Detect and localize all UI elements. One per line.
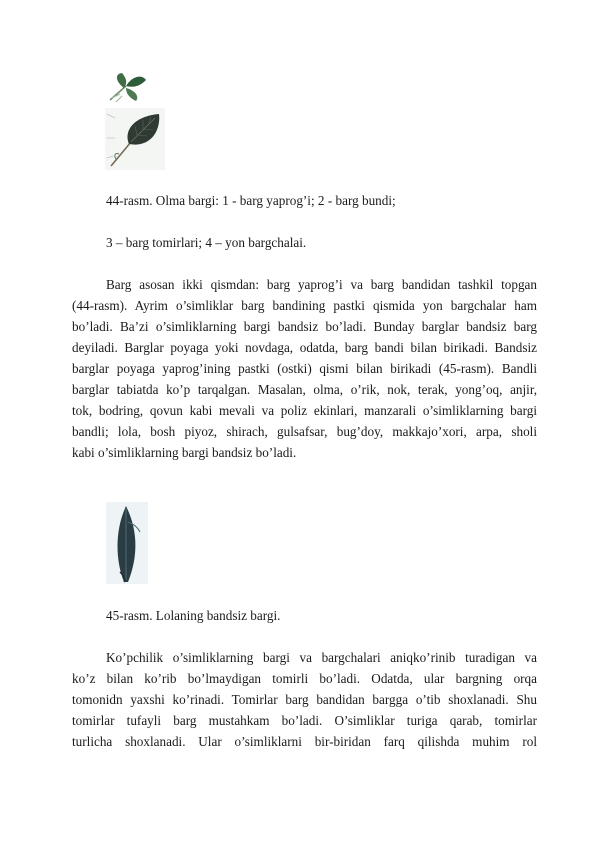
- figure-44-caption-line-1: 44-rasm. Olma bargi: 1 - barg yaprog’i; 2 - barg bundi;: [106, 193, 396, 208]
- paragraph-1-line: (44-rasm). Ayrim o’simliklar barg bandining pastki qismida yon bargchalar ham: [72, 298, 537, 313]
- paragraph-1-line: Barg asosan ikki qismdan: barg yaprog’i va barg bandidan tashkil topgan: [106, 277, 537, 292]
- paragraph-2-line: tomirlar tufayli barg mustahkam bo’ladi. O’simliklar turiga qarab, tomirlar: [72, 713, 537, 728]
- paragraph-1-line: barglar poyaga yaprog’ining pastki (ostki) qismi bilan birikadi (45-rasm). Bandli: [72, 361, 537, 376]
- paragraph-1-line: bo’ladi. Ba’zi o’simliklarning bargi bandsiz bo’ladi. Bunday barglar bandsiz barg: [72, 319, 537, 334]
- paragraph-2-line: Ko’pchilik o’simliklarning bargi va bargchalari aniqko’rinib turadigan va: [106, 650, 537, 665]
- paragraph-2-line: turlicha shoxlanadi. Ular o’simliklarni bir-biridan farq qilishda muhim rol: [72, 734, 537, 749]
- paragraph-1-line: tok, bodring, qovun kabi mevali va poliz ekinlari, manzarali o’simliklarning bargi: [72, 403, 537, 418]
- paragraph-2-line: tomonidn yaxshi ko’rinadi. Tomirlar barg bandidan bargga o’tib shoxlanadi. Shu: [72, 692, 537, 707]
- paragraph-1-line: barglar tabiatda ko’p tarqalgan. Masalan, olma, o’rik, nok, terak, yong’oq, anjir,: [72, 382, 537, 397]
- apple-leaf-image: [105, 108, 165, 170]
- leaf-sketch-image: [106, 70, 150, 104]
- paragraph-2-line: ko’z bilan ko’rib bo’lmaydigan tomirli bo’ladi. Odatda, ular bargning orqa: [72, 671, 537, 686]
- figure-44-caption-line-2: 3 – barg tomirlari; 4 – yon bargchalai.: [106, 235, 307, 250]
- paragraph-1-line: bandli; lola, bosh piyoz, shirach, gulsafsar, bug’doy, makkajo’xori, arpa, sholi: [72, 424, 537, 439]
- paragraph-1-line: kabi o’simliklarning bargi bandsiz bo’ladi.: [72, 445, 297, 460]
- tulip-leaf-image: [106, 502, 148, 584]
- figure-45-caption: 45-rasm. Lolaning bandsiz bargi.: [106, 608, 281, 623]
- paragraph-1-line: deyiladi. Barglar poyaga yoki novdaga, odatda, barg bandi bilan birikadi. Bandsiz: [72, 340, 537, 355]
